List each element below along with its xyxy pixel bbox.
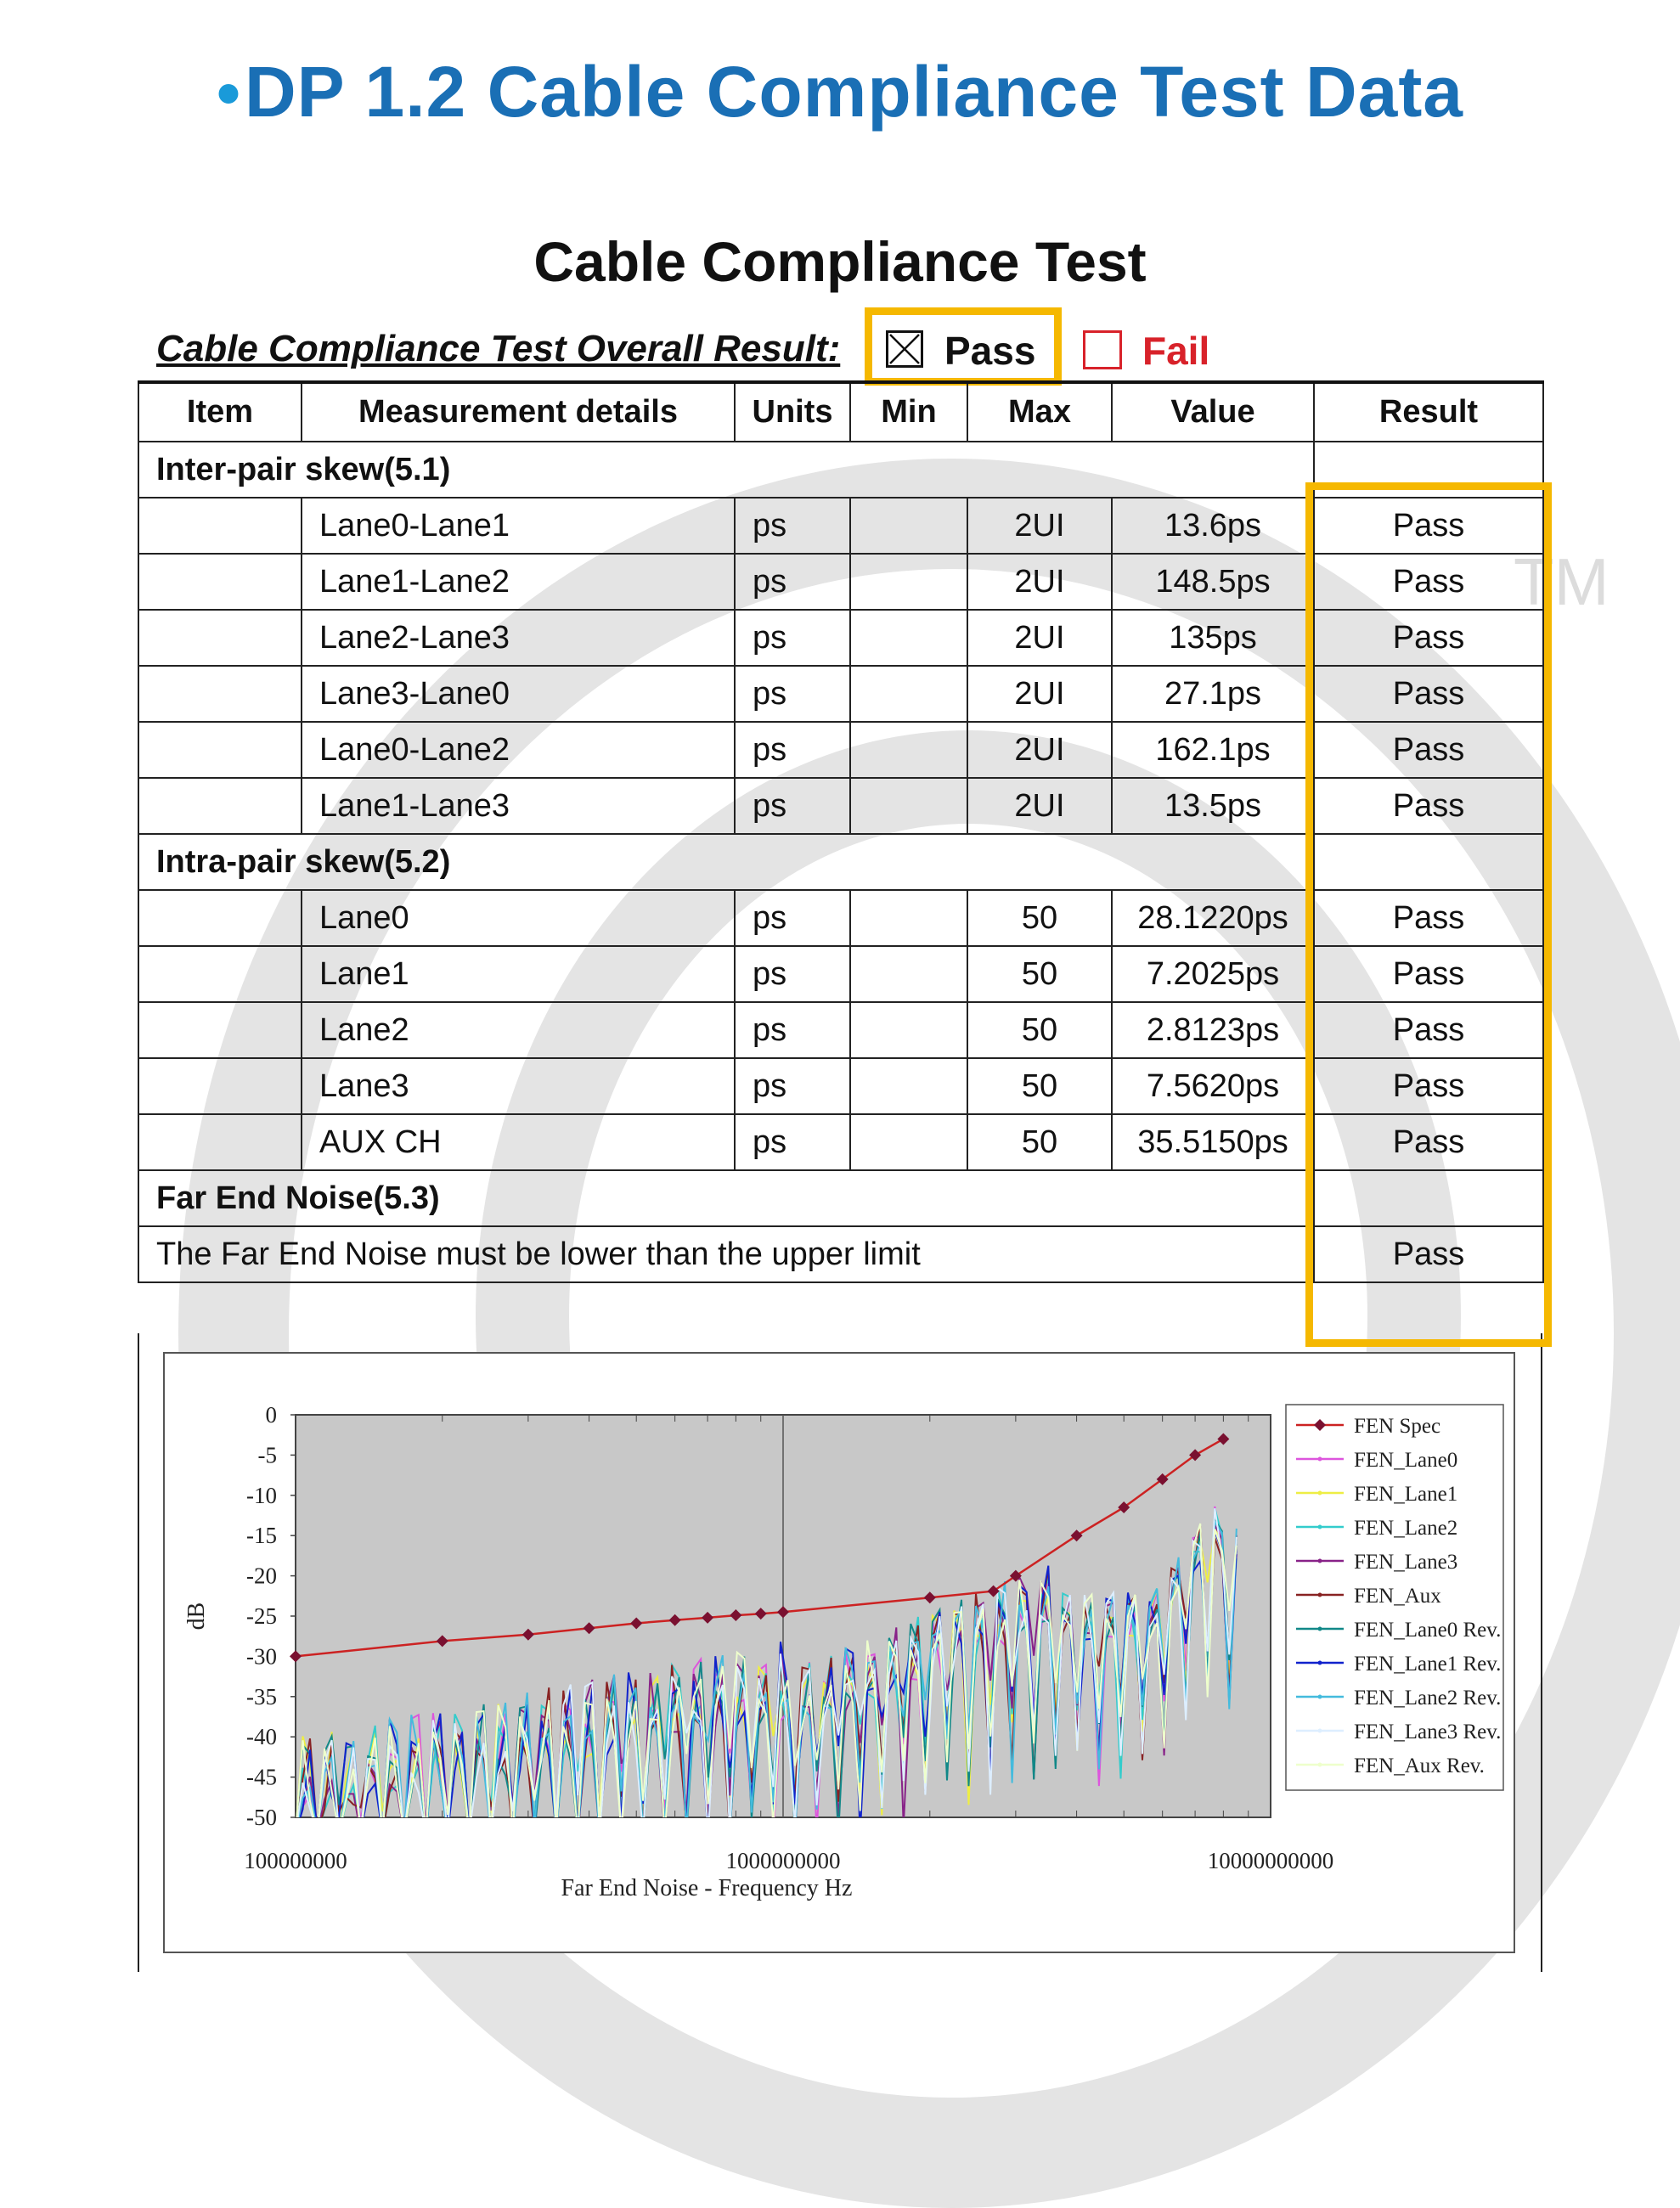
min-cell — [850, 554, 967, 610]
units-cell: ps — [735, 946, 850, 1002]
watermark-tm: TM — [1514, 544, 1610, 619]
x-tick-label: 1000000000 — [725, 1848, 841, 1873]
min-cell — [850, 946, 967, 1002]
noise-result: Pass — [1314, 1226, 1543, 1282]
y-tick-label: -30 — [246, 1643, 277, 1670]
units-cell: ps — [735, 498, 850, 554]
detail-cell: Lane1 — [302, 946, 735, 1002]
legend-marker — [1318, 1729, 1322, 1733]
max-cell: 2UI — [967, 610, 1112, 666]
max-cell: 2UI — [967, 554, 1112, 610]
min-cell — [850, 666, 967, 722]
pass-checkbox[interactable] — [886, 330, 923, 368]
col-header-details: Measurement details — [302, 382, 735, 442]
units-cell: ps — [735, 1058, 850, 1114]
fail-checkbox[interactable] — [1083, 330, 1122, 369]
item-cell — [138, 666, 302, 722]
detail-cell: Lane3 — [302, 1058, 735, 1114]
max-cell: 2UI — [967, 498, 1112, 554]
y-tick-label: -5 — [257, 1442, 277, 1468]
legend-marker — [1318, 1525, 1322, 1529]
legend-marker — [1318, 1491, 1322, 1495]
x-tick-label: 100000000 — [244, 1848, 347, 1873]
units-cell: ps — [735, 1114, 850, 1170]
item-cell — [138, 946, 302, 1002]
item-cell — [138, 1114, 302, 1170]
y-tick-label: -50 — [246, 1805, 277, 1830]
y-tick-label: 0 — [265, 1402, 277, 1428]
item-cell — [138, 554, 302, 610]
col-header-min: Min — [850, 382, 967, 442]
min-cell — [850, 722, 967, 778]
far-end-noise-chart — [163, 1352, 1515, 1953]
legend-marker — [1318, 1457, 1322, 1462]
value-cell: 162.1ps — [1112, 722, 1314, 778]
result-cell: Pass — [1314, 890, 1543, 946]
page-title-text: DP 1.2 Cable Compliance Test Data — [244, 52, 1464, 132]
col-header-value: Value — [1112, 382, 1314, 442]
legend-marker — [1318, 1593, 1322, 1597]
col-header-result: Result — [1314, 382, 1543, 442]
legend-label: FEN Spec — [1354, 1415, 1441, 1438]
result-cell: Pass — [1314, 498, 1543, 554]
y-tick-label: -10 — [246, 1482, 277, 1508]
section-title: Intra-pair skew(5.2) — [138, 834, 1314, 890]
legend-label: FEN_Lane3 Rev. — [1354, 1721, 1502, 1743]
units-cell: ps — [735, 778, 850, 834]
max-cell: 50 — [967, 1114, 1112, 1170]
item-cell — [138, 890, 302, 946]
value-cell: 148.5ps — [1112, 554, 1314, 610]
units-cell: ps — [735, 1002, 850, 1058]
y-tick-label: -25 — [246, 1603, 277, 1629]
table-header-row — [138, 382, 1543, 442]
item-cell — [138, 610, 302, 666]
detail-cell: Lane1-Lane2 — [302, 554, 735, 610]
item-cell — [138, 1058, 302, 1114]
y-tick-label: -35 — [246, 1683, 277, 1710]
legend-marker — [1318, 1661, 1322, 1665]
max-cell: 50 — [967, 1058, 1112, 1114]
result-cell: Pass — [1314, 722, 1543, 778]
result-cell: Pass — [1314, 946, 1543, 1002]
item-cell — [138, 778, 302, 834]
col-header-item: Item — [138, 382, 302, 442]
x-tick-label: 10000000000 — [1207, 1848, 1334, 1873]
detail-cell: AUX CH — [302, 1114, 735, 1170]
min-cell — [850, 498, 967, 554]
value-cell: 135ps — [1112, 610, 1314, 666]
legend-label: FEN_Aux — [1354, 1585, 1441, 1608]
legend-label: FEN_Lane2 Rev. — [1354, 1687, 1502, 1710]
max-cell: 2UI — [967, 722, 1112, 778]
result-cell: Pass — [1314, 1058, 1543, 1114]
section-title: Inter-pair skew(5.1) — [138, 442, 1314, 498]
noise-note: The Far End Noise must be lower than the upper limit — [138, 1226, 1314, 1282]
min-cell — [850, 1114, 967, 1170]
fail-option-label: Fail — [1142, 329, 1210, 373]
bullet-icon: • — [216, 55, 241, 131]
value-cell: 28.1220ps — [1112, 890, 1314, 946]
value-cell: 35.5150ps — [1112, 1114, 1314, 1170]
result-cell: Pass — [1314, 1114, 1543, 1170]
min-cell — [850, 778, 967, 834]
units-cell: ps — [735, 722, 850, 778]
value-cell: 2.8123ps — [1112, 1002, 1314, 1058]
max-cell: 50 — [967, 890, 1112, 946]
y-tick-label: -15 — [246, 1523, 277, 1549]
units-cell: ps — [735, 554, 850, 610]
legend-marker — [1318, 1627, 1322, 1631]
pass-option-label: Pass — [944, 329, 1036, 373]
min-cell — [850, 610, 967, 666]
legend-label: FEN_Lane1 Rev. — [1354, 1653, 1502, 1676]
legend-label: FEN_Lane0 Rev. — [1354, 1619, 1502, 1642]
legend-marker — [1318, 1559, 1322, 1563]
detail-cell: Lane0-Lane1 — [302, 498, 735, 554]
result-cell: Pass — [1314, 554, 1543, 610]
overall-result-label: Cable Compliance Test Overall Result: — [156, 328, 841, 369]
x-axis-label: Far End Noise - Frequency Hz — [561, 1875, 853, 1901]
col-header-max: Max — [967, 382, 1112, 442]
item-cell — [138, 722, 302, 778]
detail-cell: Lane0 — [302, 890, 735, 946]
legend-label: FEN_Lane1 — [1354, 1483, 1458, 1506]
legend-label: FEN_Lane2 — [1354, 1517, 1458, 1540]
detail-cell: Lane1-Lane3 — [302, 778, 735, 834]
value-cell: 13.6ps — [1112, 498, 1314, 554]
value-cell: 7.5620ps — [1112, 1058, 1314, 1114]
y-tick-label: -20 — [246, 1563, 277, 1589]
page-title — [0, 51, 1680, 133]
item-cell — [138, 1002, 302, 1058]
y-axis-label: dB — [183, 1602, 210, 1631]
detail-cell: Lane2 — [302, 1002, 735, 1058]
item-cell — [138, 498, 302, 554]
legend-marker — [1318, 1763, 1322, 1767]
result-cell: Pass — [1314, 610, 1543, 666]
detail-cell: Lane2-Lane3 — [302, 610, 735, 666]
min-cell — [850, 1058, 967, 1114]
legend-marker — [1318, 1695, 1322, 1699]
min-cell — [850, 890, 967, 946]
legend-label: FEN_Lane0 — [1354, 1449, 1458, 1472]
y-tick-label: -40 — [246, 1724, 277, 1750]
y-tick-label: -45 — [246, 1764, 277, 1790]
result-cell: Pass — [1314, 666, 1543, 722]
result-cell: Pass — [1314, 778, 1543, 834]
min-cell — [850, 1002, 967, 1058]
result-highlight-box — [1305, 482, 1552, 1347]
legend-label: FEN_Lane3 — [1354, 1551, 1458, 1574]
result-cell: Pass — [1314, 1002, 1543, 1058]
section-title: Far End Noise(5.3) — [138, 1170, 1314, 1226]
max-cell: 2UI — [967, 666, 1112, 722]
detail-cell: Lane3-Lane0 — [302, 666, 735, 722]
units-cell: ps — [735, 890, 850, 946]
units-cell: ps — [735, 610, 850, 666]
value-cell: 27.1ps — [1112, 666, 1314, 722]
max-cell: 50 — [967, 946, 1112, 1002]
detail-cell: Lane0-Lane2 — [302, 722, 735, 778]
value-cell: 7.2025ps — [1112, 946, 1314, 1002]
report-title: Cable Compliance Test — [533, 230, 1147, 293]
max-cell: 2UI — [967, 778, 1112, 834]
max-cell: 50 — [967, 1002, 1112, 1058]
units-cell: ps — [735, 666, 850, 722]
legend-label: FEN_Aux Rev. — [1354, 1755, 1485, 1777]
value-cell: 13.5ps — [1112, 778, 1314, 834]
col-header-units: Units — [735, 382, 850, 442]
checkbox-cross-icon — [888, 333, 921, 365]
